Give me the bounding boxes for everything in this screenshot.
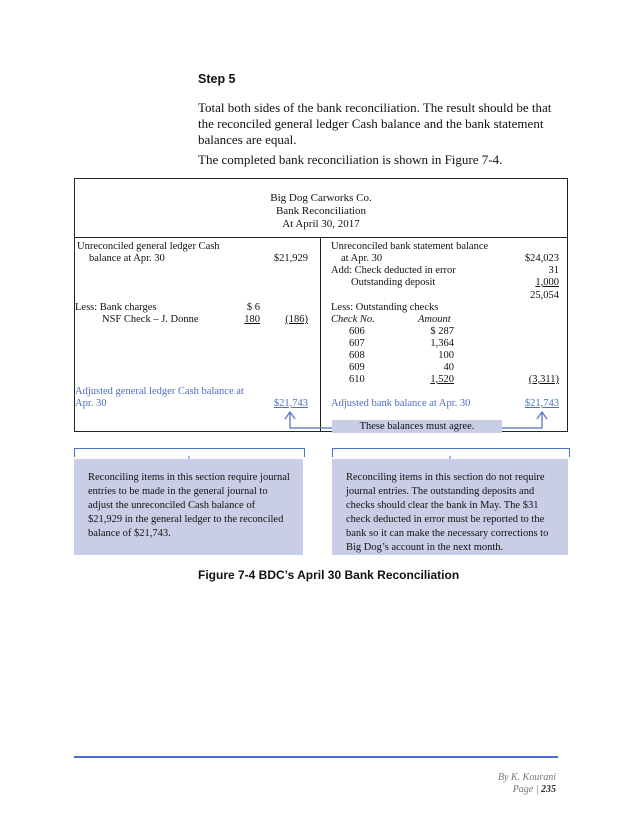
check-deducted-error-amount: 31 [548,265,559,276]
footer-author: By K. Kourani [497,772,556,783]
right-section-note: Reconciling items in this section do not require journal entries. The outstanding deposits and checks should clear the bank in May. The $31 check deducted in error must be reported to the bank so it can make the necessary corrections to Big Dog’s account in the next month. [332,459,568,555]
adjusted-ledger-label-1: Adjusted general ledger Cash balance at [75,386,244,397]
amount-column-header: Amount [418,314,451,325]
footer-page-label: Page | [512,784,539,795]
right-unreconciled-label-2: at Apr. 30 [341,253,383,264]
check-number: 608 [349,350,365,361]
adjusted-bank-label: Adjusted bank balance at Apr. 30 [331,398,471,409]
nsf-check-label: NSF Check – J. Donne [102,314,199,325]
adjusted-bank-amount: $21,743 [524,398,559,409]
footer-page-number: 235 [541,784,556,795]
figure-caption: Figure 7-4 BDC’s April 30 Bank Reconciliation [198,568,460,582]
check-amount: 1,520 [430,374,454,385]
balances-agree-label: These balances must agree. [332,420,502,433]
adjusted-ledger-label-2: Apr. 30 [75,398,107,409]
intro-paragraph: Total both sides of the bank reconciliation. The result should be that the reconciled general ledger Cash balance and the bank statement balances are equal. [198,100,552,147]
check-number: 610 [349,374,365,385]
right-unreconciled-amount: $24,023 [524,253,559,264]
footer-page [513,784,556,795]
left-unreconciled-label-1: Unreconciled general ledger Cash [77,241,220,252]
footer-rule [74,756,558,758]
outstanding-deposit-amount: 1,000 [535,277,559,288]
report-date: At April 30, 2017 [282,218,360,230]
outstanding-checks-label: Less: Outstanding checks [331,302,439,313]
right-arrow-line [502,413,542,428]
left-section-note: Reconciling items in this section require journal entries to be made in the general journal to adjust the unreconciled Cash balance of $21,929 in the general ledger to the reconciled balance of $21,743. [74,459,303,555]
less-bank-charges-label: Less: Bank charges [75,302,157,313]
right-subtotal: 25,054 [530,290,559,301]
header-divider [74,237,568,238]
outstanding-deposit-label: Outstanding deposit [351,277,436,288]
company-name: Big Dog Carworks Co. [270,192,372,204]
check-number-column-header: Check No. [331,314,375,325]
figure-reference-paragraph: The completed bank reconciliation is shown in Figure 7-4. [198,152,503,167]
check-amount: 100 [438,350,454,361]
left-unreconciled-amount: $21,929 [273,253,308,264]
check-number: 606 [349,326,365,337]
report-title: Bank Reconciliation [275,205,367,217]
step-heading: Step 5 [198,72,236,86]
left-unreconciled-label-2: balance at Apr. 30 [89,253,165,264]
check-number: 607 [349,338,365,349]
left-arrow-line [290,413,332,428]
adjusted-ledger-amount: $21,743 [273,398,308,409]
right-unreconciled-label-1: Unreconciled bank statement balance [331,241,489,252]
bank-charges-amount: $ 6 [246,302,260,313]
outstanding-checks-total: (3,311) [528,374,559,385]
check-amount: $ 287 [430,326,454,337]
check-amount: 1,364 [430,338,454,349]
check-number: 609 [349,362,365,373]
check-amount: 40 [443,362,454,373]
check-deducted-error-label: Add: Check deducted in error [331,265,456,276]
column-divider [320,237,321,432]
nsf-check-amount: 180 [244,314,260,325]
left-adjustments-total: (186) [285,314,308,325]
